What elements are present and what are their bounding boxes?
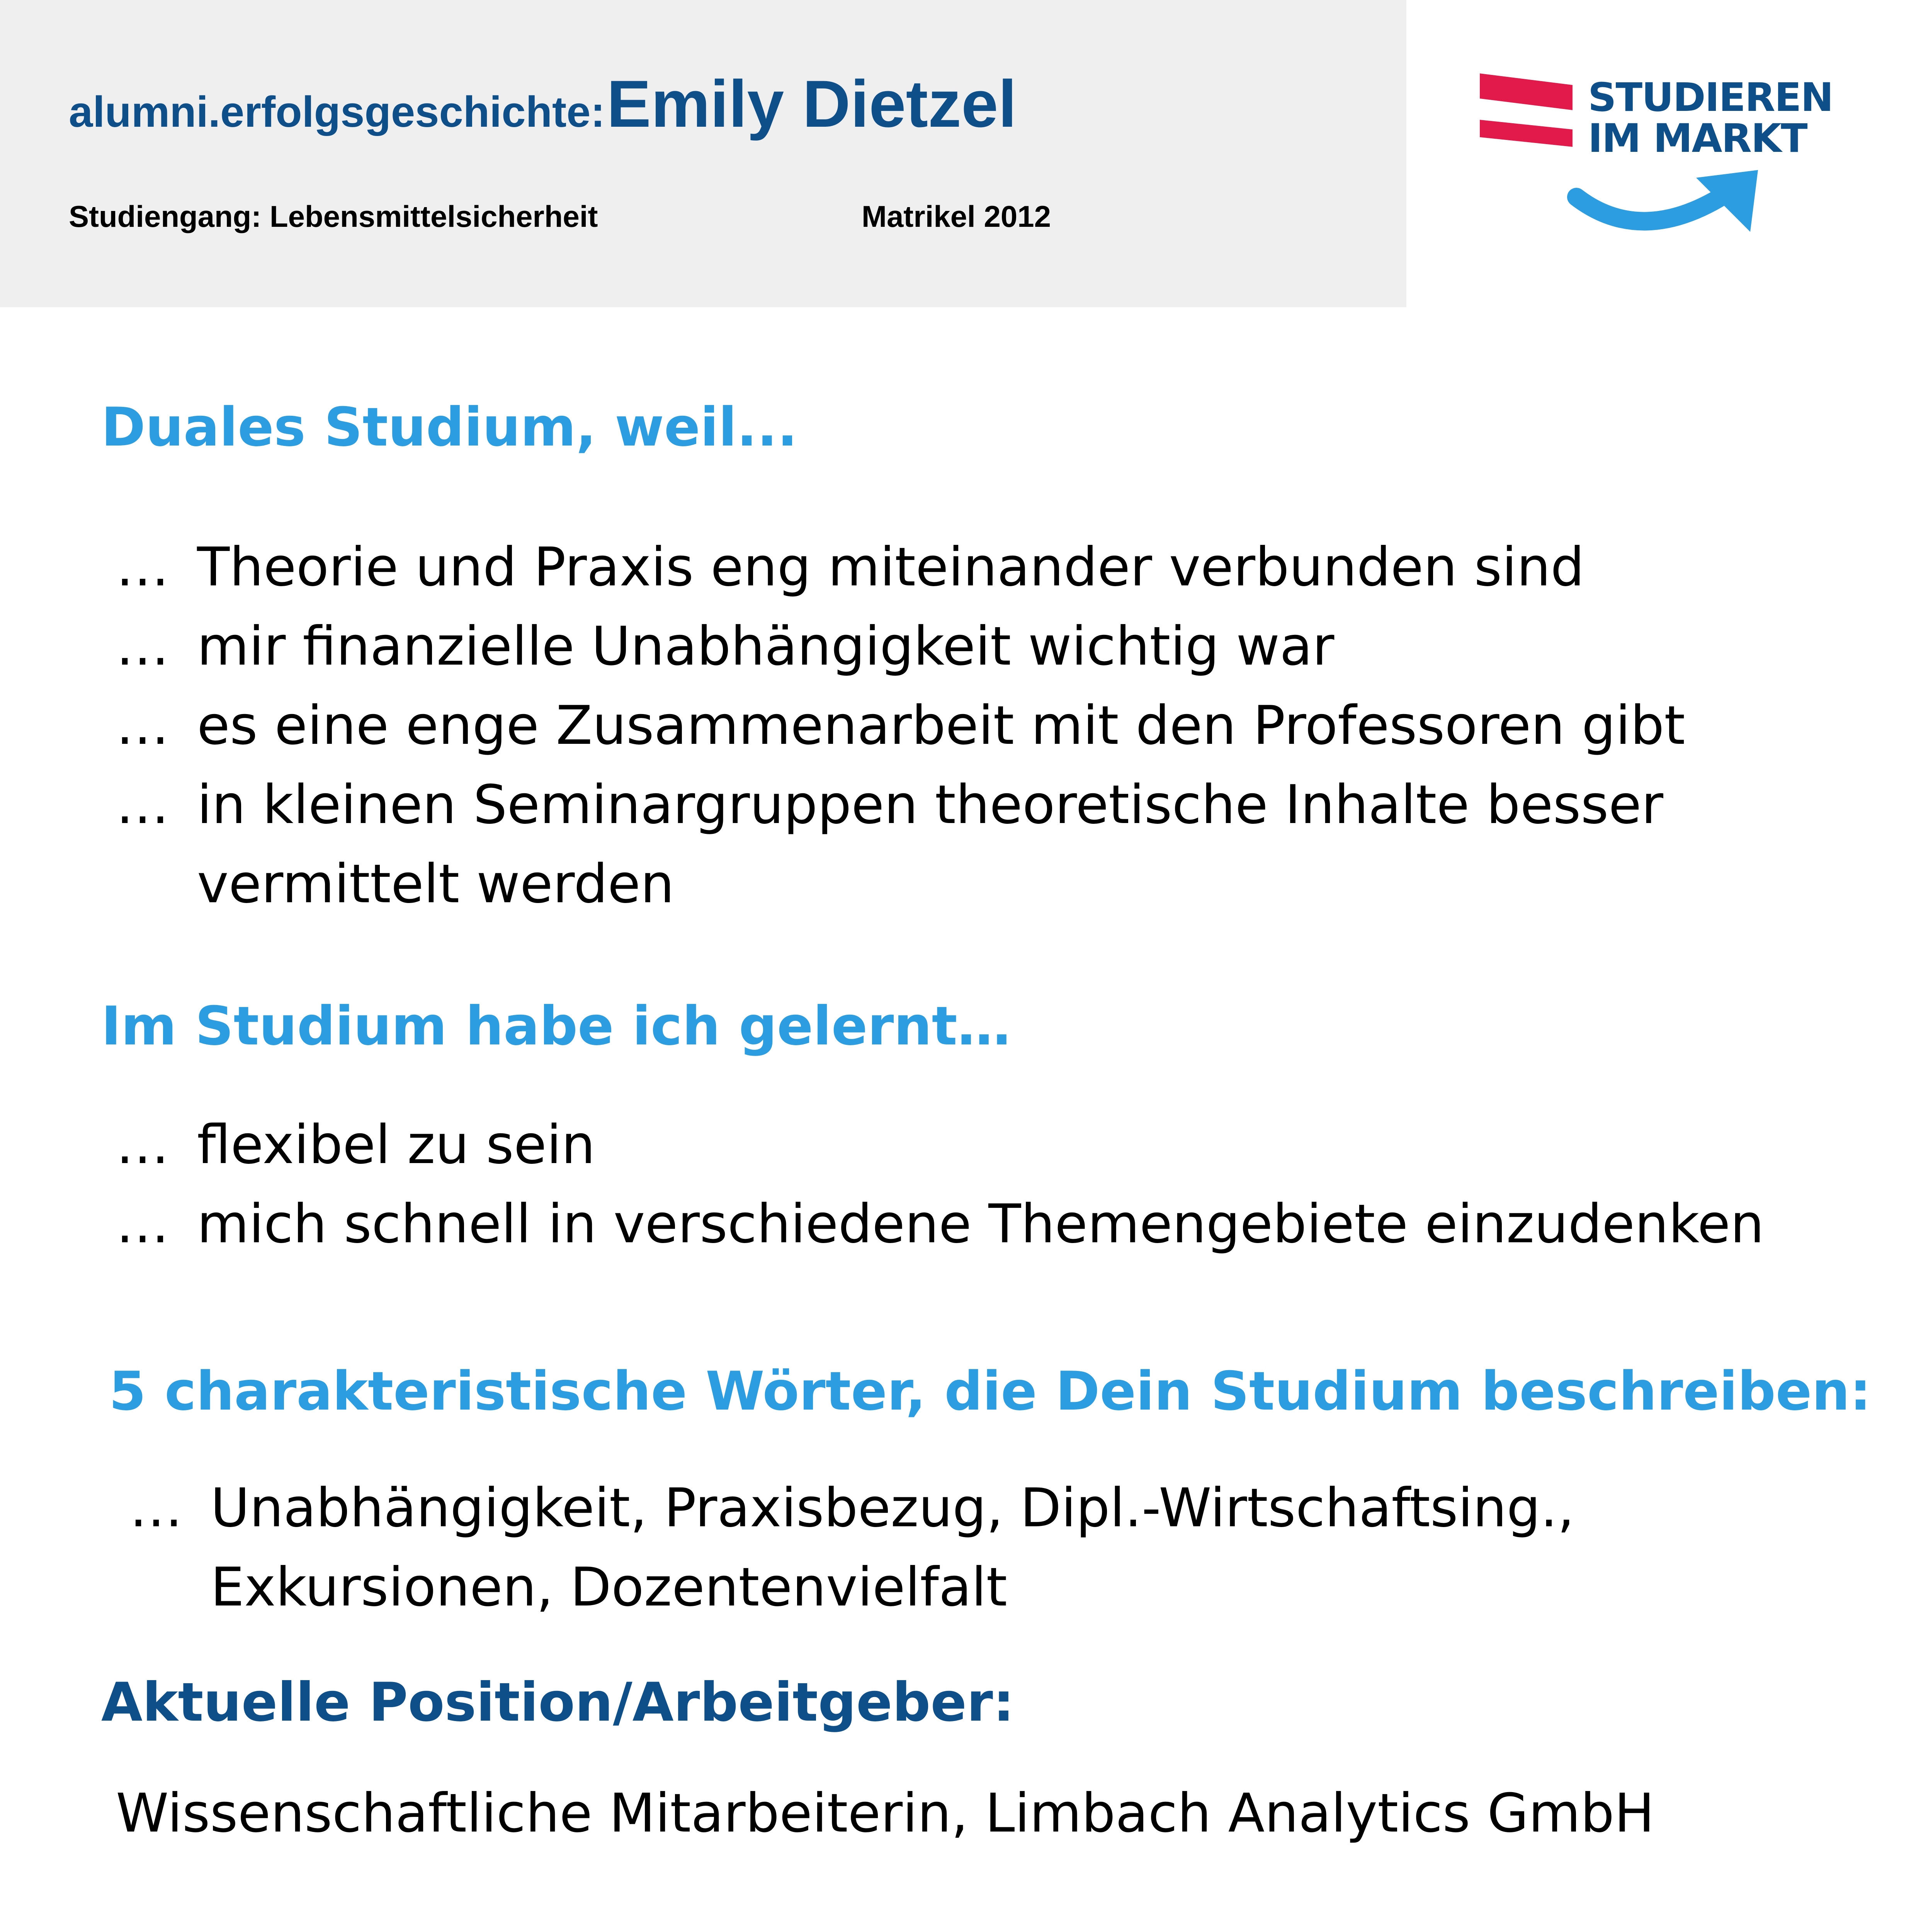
ellipsis-marker: [129, 1548, 211, 1627]
list-item: [116, 765, 1685, 844]
ellipsis-marker: …: [116, 1114, 169, 1176]
ellipsis-marker: …: [116, 694, 169, 757]
position-text: Wissenschaftliche Mitarbeiterin, Limbach Analytics GmbH: [116, 1782, 1654, 1844]
list-duales-reasons: [116, 527, 1685, 923]
list-gelernt: [116, 1105, 1764, 1264]
heading-aktuelle-position: Aktuelle Position/Arbeitgeber:: [101, 1671, 1015, 1733]
list-item: [116, 607, 1685, 686]
list-item: [116, 1105, 1764, 1184]
studiengang-label: Studiengang: Lebensmittelsicherheit: [69, 199, 598, 233]
list-item-text: flexibel zu sein: [197, 1114, 595, 1176]
heading-fuenf-woerter: 5 charakteristische Wörter, die Dein Studium beschreiben:: [109, 1360, 1871, 1422]
ellipsis-marker: [116, 844, 197, 923]
list-item-text: es eine enge Zusammenarbeit mit den Professoren gibt: [197, 694, 1685, 757]
logo-line-1: STUDIEREN: [1588, 75, 1833, 121]
list-item: [129, 1468, 1574, 1548]
list-item: [116, 686, 1685, 765]
matrikel-label: Matrikel 2012: [862, 199, 1051, 233]
ellipsis-marker: …: [116, 1193, 169, 1255]
ellipsis-marker: …: [116, 615, 169, 677]
ellipsis-marker: …: [129, 1477, 183, 1539]
page-title: [69, 66, 1017, 142]
ellipsis-marker: …: [116, 774, 169, 836]
list-item-text: Theorie und Praxis eng miteinander verbunden sind: [197, 536, 1584, 598]
list-item: [116, 1184, 1764, 1264]
title-name: Emily Dietzel: [607, 67, 1017, 141]
heading-duales-studium: Duales Studium, weil...: [101, 396, 798, 458]
list-item: [129, 1548, 1574, 1627]
list-item-text: vermittelt werden: [197, 853, 675, 915]
list-item: [116, 844, 1685, 923]
list-woerter: [129, 1468, 1574, 1627]
logo-line-2: IM MARKT: [1588, 116, 1807, 162]
list-item: [116, 527, 1685, 607]
logo-wordmark: [1588, 75, 1833, 162]
header-background: [0, 0, 1406, 307]
list-item-text: Unabhängigkeit, Praxisbezug, Dipl.-Wirtschaftsing.,: [211, 1477, 1574, 1539]
ellipsis-marker: …: [116, 536, 169, 598]
list-item-text: mir finanzielle Unabhängigkeit wichtig war: [197, 615, 1335, 677]
list-item-text: mich schnell in verschiedene Themengebiete einzudenken: [197, 1193, 1764, 1255]
title-prefix: alumni.erfolgsgeschichte:: [69, 88, 605, 136]
heading-gelernt: Im Studium habe ich gelernt…: [101, 995, 1011, 1057]
list-item-text: Exkursionen, Dozentenvielfalt: [211, 1556, 1007, 1618]
list-item-text: in kleinen Seminargruppen theoretische Inhalte besser: [197, 774, 1663, 836]
